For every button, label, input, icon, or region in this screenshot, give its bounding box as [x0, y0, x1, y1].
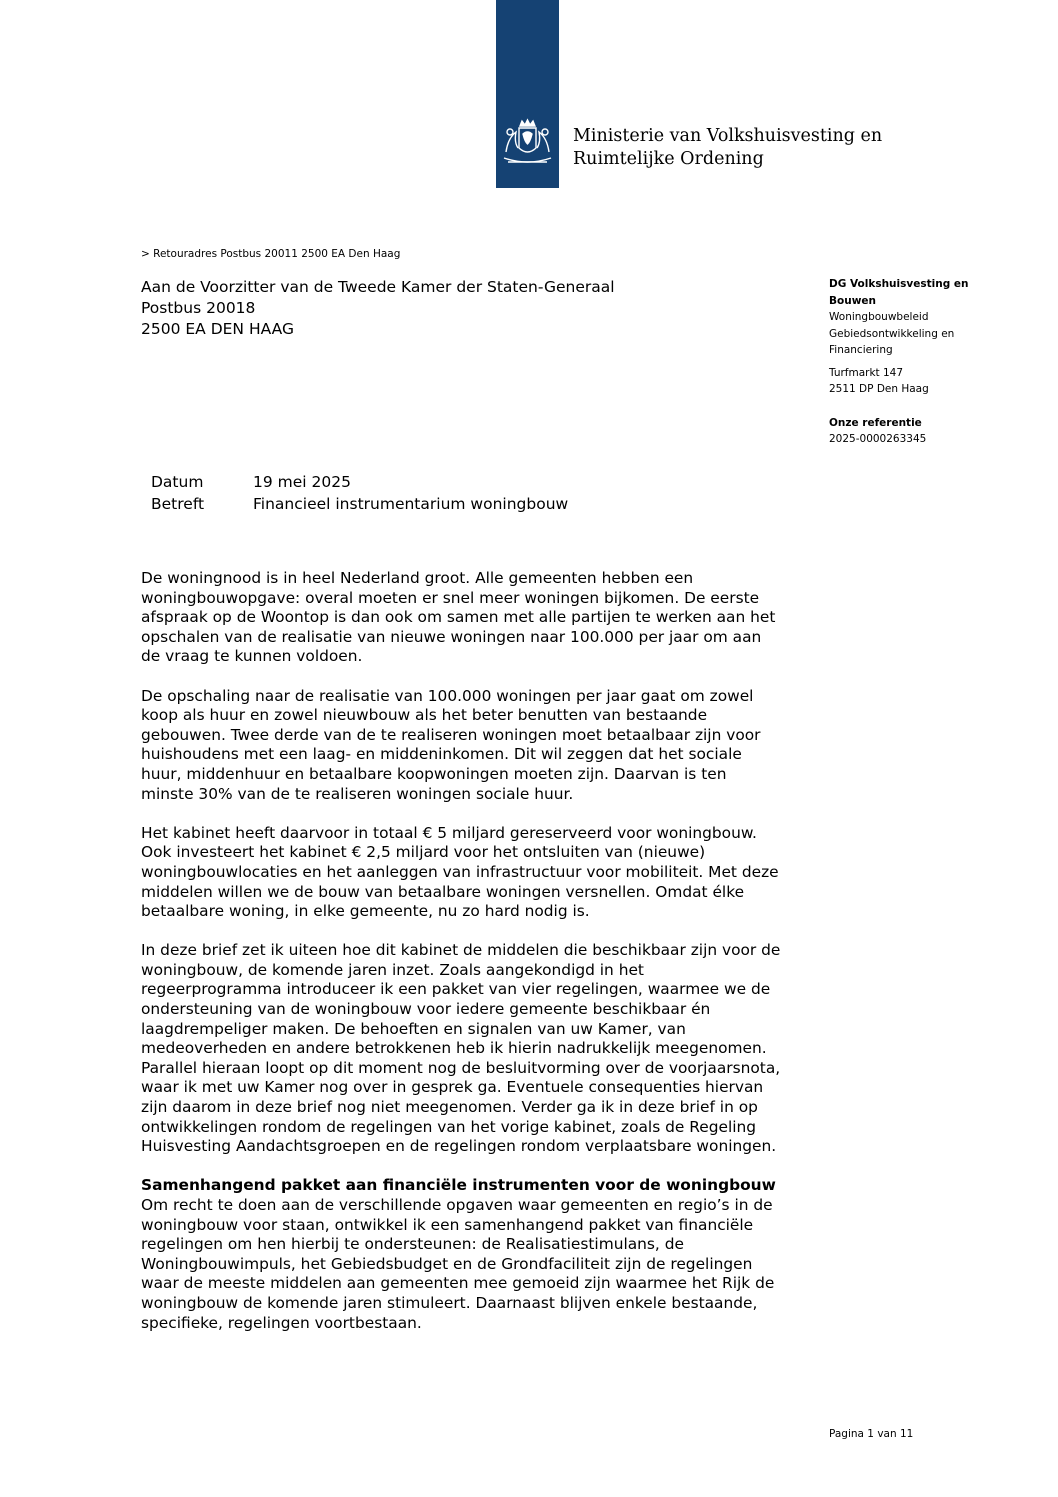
letter-body	[141, 569, 821, 1333]
recipient-address	[141, 277, 615, 340]
unit-name-line3: Financiering	[829, 344, 893, 356]
date-value: 19 mei 2025	[253, 473, 351, 491]
ministry-name	[573, 125, 882, 171]
recipient-line2: Postbus 20018	[141, 299, 256, 317]
body-paragraph-1: De woningnood is in heel Nederland groot. Alle gemeenten hebben een woningbouwopgave: overal moeten er snel meer woningen bijkomen. De eerste afspraak op de Woontop is dan ook om samen met alle partijen te werken aan het opschalen van de realisatie van nieuwe woningen naar 100.000 per jaar om aan de vraag te kunnen voldoen.	[141, 569, 776, 666]
reference-value: 2025-0000263345	[829, 433, 927, 445]
unit-name-line2: Gebiedsontwikkeling en	[829, 327, 955, 340]
subject-row	[151, 494, 568, 516]
logo-bar	[496, 0, 559, 188]
sender-city: 2511 DP Den Haag	[829, 383, 929, 395]
unit-name-line1: Woningbouwbeleid	[829, 311, 929, 323]
sender-street: Turfmarkt 147	[829, 366, 904, 379]
department-name-line2: Bouwen	[829, 294, 876, 307]
body-paragraph-3: Het kabinet heeft daarvoor in totaal € 5 miljard gereserveerd voor woningbouw. Ook investeert het kabinet € 2,5 miljard voor het ontsluiten van (nieuwe) woningbouwlocaties en het aanleggen van infrastructuur voor mobiliteit. Met deze middelen willen we de bouw van betaalbare woningen versnellen. Omdat élke betaalbare woning, in elke gemeente, nu zo hard nodig is.	[141, 823, 779, 921]
subject-label: Betreft	[151, 494, 205, 513]
body-paragraph-5: Om recht te doen aan de verschillende opgaven waar gemeenten en regio’s in de woningbouw voor staan, ontwikkel ik een samenhangend pakket van financiële regelingen om hen hierbij te ondersteunen: de Realisatiestimulans, de Woningbouwimpuls, het Gebiedsbudget en de Grondfaciliteit zijn de regelingen waar de meeste middelen aan gemeenten mee gemoeid zijn waarmee het Rijk de woningbouw de komende jaren stimuleert. Daarnaast blijven enkele bestaande, specifieke, regelingen voortbestaan.	[141, 1196, 775, 1332]
rijksoverheid-coat-of-arms-icon	[500, 118, 555, 174]
letter-meta	[151, 472, 568, 515]
body-paragraph-2: De opschaling naar de realisatie van 100.000 woningen per jaar gaat om zowel koop als huur en zowel nieuwbouw als het beter benutten van bestaande gebouwen. Twee derde van de te realiseren woningen moet betaalbaar zijn voor huishoudens met een laag- en middeninkomen. Dit wil zeggen dat het sociale huur, middenhuur en betaalbare koopwoningen moeten zijn. Daarvan is ten minste 30% van de te realiseren woningen sociale huur.	[141, 686, 761, 803]
recipient-line1: Aan de Voorzitter van de Tweede Kamer der Staten-Generaal	[141, 278, 615, 296]
date-label: Datum	[151, 473, 204, 491]
subject-value: Financieel instrumentarium woningbouw	[253, 494, 569, 513]
ministry-name-line2: Ruimtelijke Ordening	[573, 149, 764, 169]
sender-sidebar	[829, 276, 1029, 448]
department-name-line1: DG Volkshuisvesting en	[829, 278, 969, 290]
page-number: Pagina 1 van 11	[829, 1428, 914, 1440]
section-financial-instruments	[141, 1176, 821, 1333]
section-heading: Samenhangend pakket aan financiële instrumenten voor de woningbouw	[141, 1176, 776, 1195]
reference-label: Onze referentie	[829, 416, 922, 429]
date-row	[151, 472, 568, 494]
return-address: > Retouradres Postbus 20011 2500 EA Den Haag	[141, 248, 401, 260]
recipient-line3: 2500 EA DEN HAAG	[141, 320, 294, 338]
body-paragraph-4: In deze brief zet ik uiteen hoe dit kabinet de middelen die beschikbaar zijn voor de woningbouw, de komende jaren inzet. Zoals aangekondigd in het regeerprogramma introduceer ik een pakket van vier regelingen, waarmee we de ondersteuning van de woningbouw voor iedere gemeente beschikbaar én laagdrempeliger maken. De behoeften en signalen van uw Kamer, van medeoverheden en andere betrokkenen heb ik hierin nadrukkelijk meegenomen. Parallel hieraan loopt op dit moment nog de besluitvorming over de voorjaarsnota, waar ik met uw Kamer nog over in gesprek ga. Eventuele consequenties hiervan zijn daarom in deze brief nog niet meegenomen. Verder ga ik in deze brief in op ontwikkelingen rondom de regelingen van het vorige kabinet, zoals de Regeling Huisvesting Aandachtsgroepen en de regelingen rondom verplaatsbare woningen.	[141, 941, 781, 1156]
ministry-name-line1: Ministerie van Volkshuisvesting en	[573, 126, 883, 146]
